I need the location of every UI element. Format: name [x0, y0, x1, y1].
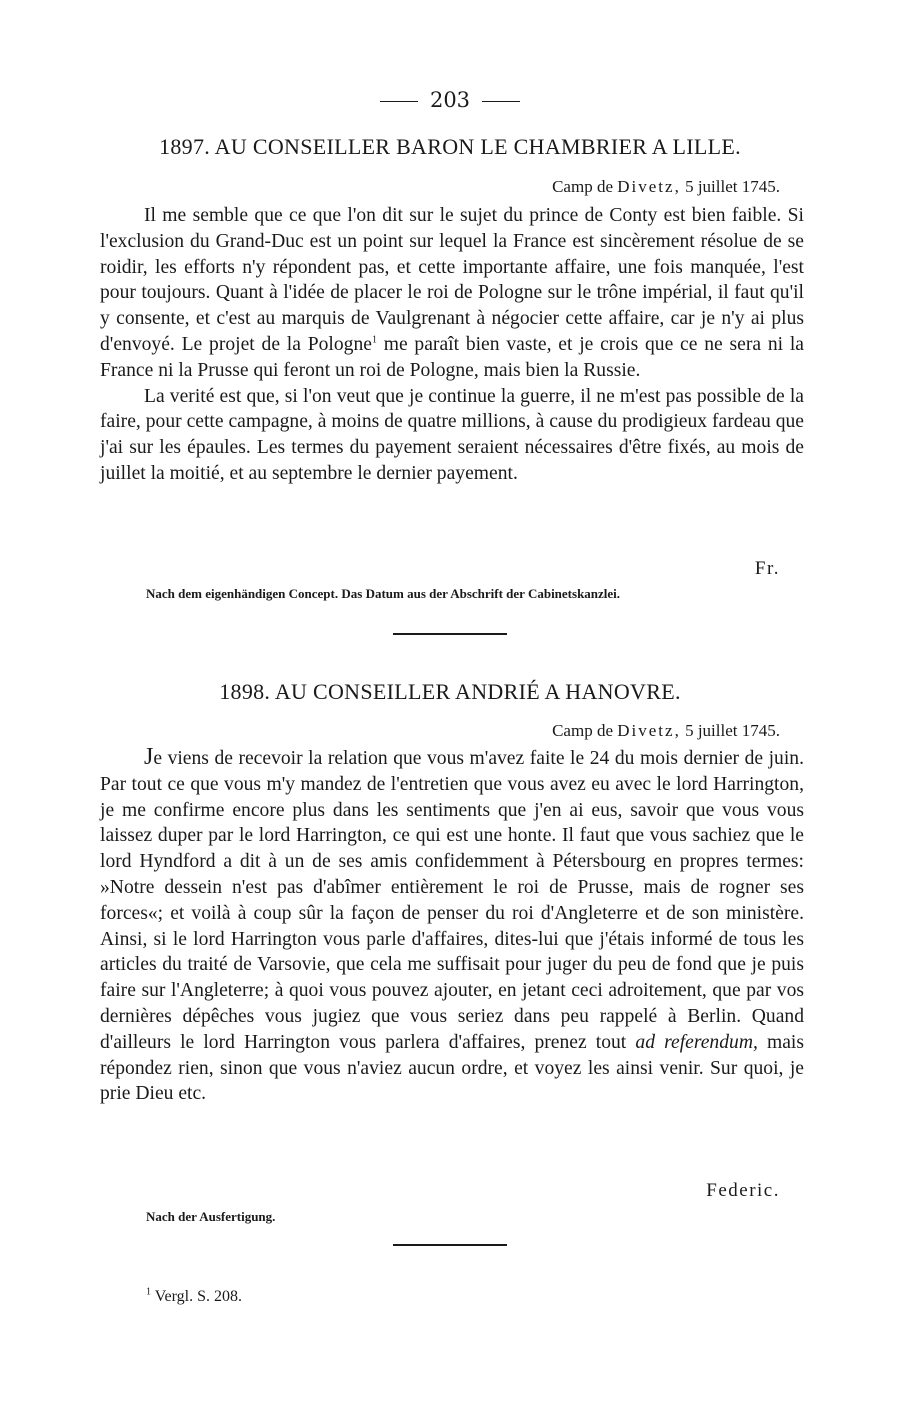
letter-number: 1898. [219, 679, 271, 704]
letter-title: AU CONSEILLER ANDRIÉ A HANOVRE. [274, 679, 681, 704]
dateline-place: Camp de [552, 721, 613, 740]
dateline-place-name: Divetz, [617, 177, 681, 196]
letter-1897-body [100, 203, 804, 487]
letter-number: 1897. [159, 134, 211, 159]
dateline-date: 5 juillet 1745. [685, 721, 780, 740]
letter-1897-source-note: Nach dem eigenhändigen Concept. Das Datum aus der Abschrift der Cabinetskanzlei. [146, 586, 621, 601]
page-number: 203 [429, 88, 471, 112]
letter-1897-signature: Fr. [754, 558, 780, 579]
letter-1898-heading [100, 679, 800, 705]
letter-1898-dateline [552, 721, 780, 741]
footnote-text: Vergl. S. 208. [154, 1288, 242, 1305]
letter-1898-signature: Federic. [706, 1180, 780, 1201]
header-dash-left [380, 101, 418, 103]
letter-1898-body [100, 745, 804, 1107]
section-divider [393, 1244, 507, 1246]
header-dash-right [482, 101, 520, 103]
paragraph: Il me semble que ce que l'on dit sur le sujet du prince de Conty est bien faible. Si l'exclusion du Grand-Duc est un point sur lequel la France est sincèrement résolue de se roidir, les efforts n'y répondent pas, et cette importante affaire, une fois manquée, l'est pour toujours. Quant à l'idée de placer le roi de Pologne sur le trône impérial, il faut qu'il y consente, et c'est au marquis de Vaulgrenant à négocier cette affaire, car je n'y ai plus d'envoyé. Le projet de la Pologne$^1$ me paraît bien vaste, et je crois que ce ne sera ni la France ni la Prusse qui feront un roi de Pologne, mais bien la Russie. [100, 205, 804, 381]
letter-title: AU CONSEILLER BARON LE CHAMBRIER A LILLE. [214, 134, 741, 159]
letter-1897-dateline [552, 177, 780, 197]
footnote-reference: 1 [371, 334, 377, 346]
footnote-marker: 1 [146, 1286, 151, 1298]
latin-phrase: ad referendum, [635, 1031, 758, 1053]
letter-1897-heading [100, 134, 800, 160]
dateline-place: Camp de [552, 177, 613, 196]
dateline-place-name: Divetz, [617, 721, 681, 740]
footnote [146, 1288, 242, 1306]
paragraph: La verité est que, si l'on veut que je continue la guerre, il ne m'est pas possible de la faire, pour cette campagne, à moins de quatre millions, à cause du prodigieux fardeau que j'ai sur les épaules. Les termes du payement seraient nécessaires d'être fixés, au mois de juillet la moitié, et au septembre le dernier payement. [100, 385, 804, 484]
paragraph: Je viens de recevoir la relation que vous m'avez faite le 24 du mois dernier de juin. Par tout ce que vous m'y mandez de l'entretien que vous avez eu avec le lord Harrington, je me confirme encore plus dans les sentiments que j'en ai eus, savoir que vous vous laissez duper par le lord Harrington, ce qui est une honte. Il faut que vous sachiez que le lord Hyndford a dit à un de ses amis confidemment à Pétersbourg en propres termes: »Notre dessein n'est pas d'abîmer entièrement le roi de Prusse, mais de rogner ses forces«; et voilà à coup sûr la façon de penser du roi d'Angleterre et de son ministère. Ainsi, si le lord Harrington vous parle d'affaires, dites-lui que j'étais informé de tous les articles du traité de Varsovie, que cela me suffisait pour juger du peu de fond que je puis faire sur l'Angleterre; à quoi vous pouvez ajouter, en jetant ceci adroitement, que par vos dernières dépêches vous jugiez que vous seriez dans peu rappelé à Berlin. Quand d'ailleurs le lord Harrington vous parlera d'affaires, prenez tout ad referendum, mais répondez rien, sinon que vous n'aviez aucun ordre, et voyez les ainsi venir. Sur quoi, je prie Dieu etc. [100, 744, 805, 1105]
dateline-date: 5 juillet 1745. [685, 177, 780, 196]
letter-1898-source-note: Nach der Ausfertigung. [146, 1209, 276, 1224]
page-header [0, 88, 900, 112]
section-divider [393, 633, 507, 635]
